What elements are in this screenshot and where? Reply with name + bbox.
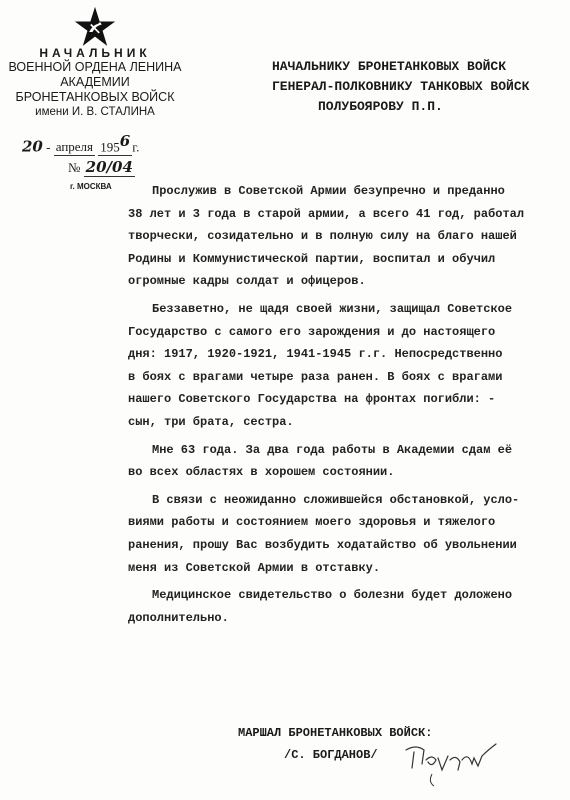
date-month: апреля <box>55 139 94 155</box>
text-line: нашего Советского Государства на фронтах погибли: - <box>128 392 496 407</box>
text-line: огромные кадры солдат и офицеров. <box>128 274 366 289</box>
text-line: Беззаветно, не щадя своей жизни, защищал Советское <box>152 301 513 316</box>
text-line: дополнительно. <box>128 610 229 625</box>
text-line: сын, три брата, сестра. <box>128 414 294 429</box>
number-value: 20/04 <box>85 158 133 176</box>
text-line: Государство с самого его зарождения и до настоящего <box>128 324 496 339</box>
paragraph <box>128 439 558 484</box>
signer-rank: МАРШАЛ БРОНЕТАНКОВЫХ ВОЙСК: <box>238 726 433 740</box>
text-line: в боях с врагами четыре раза ранен. В боях с врагами <box>128 369 503 384</box>
text-line: ранения, прошу Вас возбудить ходатайство об увольнении <box>128 537 517 552</box>
text-line: Прослужив в Советской Армии безупречно и преданно <box>152 184 505 198</box>
text-line: 38 лет и 3 года в старой армии, а всего 41 год, работал <box>128 206 525 221</box>
text-line: Мне 63 года. За два года работы в Академии сдам её <box>152 442 513 457</box>
letterhead-line: ВОЕННОЙ ОРДЕНА ЛЕНИНА <box>8 60 182 74</box>
paragraph <box>128 489 558 579</box>
text-line: Медицинское свидетельство о болезни будет доложено <box>152 588 513 603</box>
letter-number <box>68 158 135 177</box>
letterhead-line: имени И. В. СТАЛИНА <box>35 106 155 118</box>
text-line: виями работы и состоянием моего здоровья и тяжелого <box>128 515 496 530</box>
letter-body <box>128 180 558 629</box>
signer-name: /С. БОГДАНОВ/ <box>284 748 378 762</box>
date-year-suffix: 6 <box>119 132 131 150</box>
text-line: меня из Советской Армии в отставку. <box>128 560 381 575</box>
letterhead <box>0 6 190 119</box>
addressee-line: ГЕНЕРАЛ-ПОЛКОВНИКУ ТАНКОВЫХ ВОЙСК <box>272 79 530 94</box>
addressee-line: ПОЛУБОЯРОВУ П.П. <box>318 99 443 114</box>
letter-date: 20 - апреля $195^6$ г. <box>22 132 140 156</box>
handwritten-signature <box>402 730 502 790</box>
text-line: творчески, созидательно и в полную силу на благо нашей <box>128 229 517 244</box>
letterhead-line: БРОНЕТАНКОВЫХ ВОЙСК <box>15 90 175 104</box>
paragraph <box>128 298 558 434</box>
text-line: дня: 1917, 1920-1921, 1941-1945 г.г. Непосредственно <box>128 347 503 362</box>
text-line: Родины и Коммунистической партии, воспитал и обучил <box>128 251 496 266</box>
paragraph <box>128 584 558 629</box>
letterhead-line: АКАДЕМИИ <box>60 75 130 89</box>
number-prefix: № <box>68 160 81 175</box>
star-emblem-icon <box>74 6 116 48</box>
addressee-block <box>272 57 529 117</box>
paragraph <box>128 180 558 293</box>
letterhead-city: г. МОСКВА <box>70 182 112 191</box>
text-line: во всех областях в хорошем состоянии. <box>128 465 395 480</box>
date-year-prefix: 195 <box>100 139 120 155</box>
text-line: В связи с неожиданно сложившейся обстановкой, усло- <box>152 492 520 507</box>
date-day: 20 <box>22 137 43 156</box>
letterhead-title: НАЧАЛЬНИК <box>39 46 151 60</box>
date-year-mark: г. <box>132 139 140 155</box>
addressee-line: НАЧАЛЬНИКУ БРОНЕТАНКОВЫХ ВОЙСК <box>272 59 507 74</box>
